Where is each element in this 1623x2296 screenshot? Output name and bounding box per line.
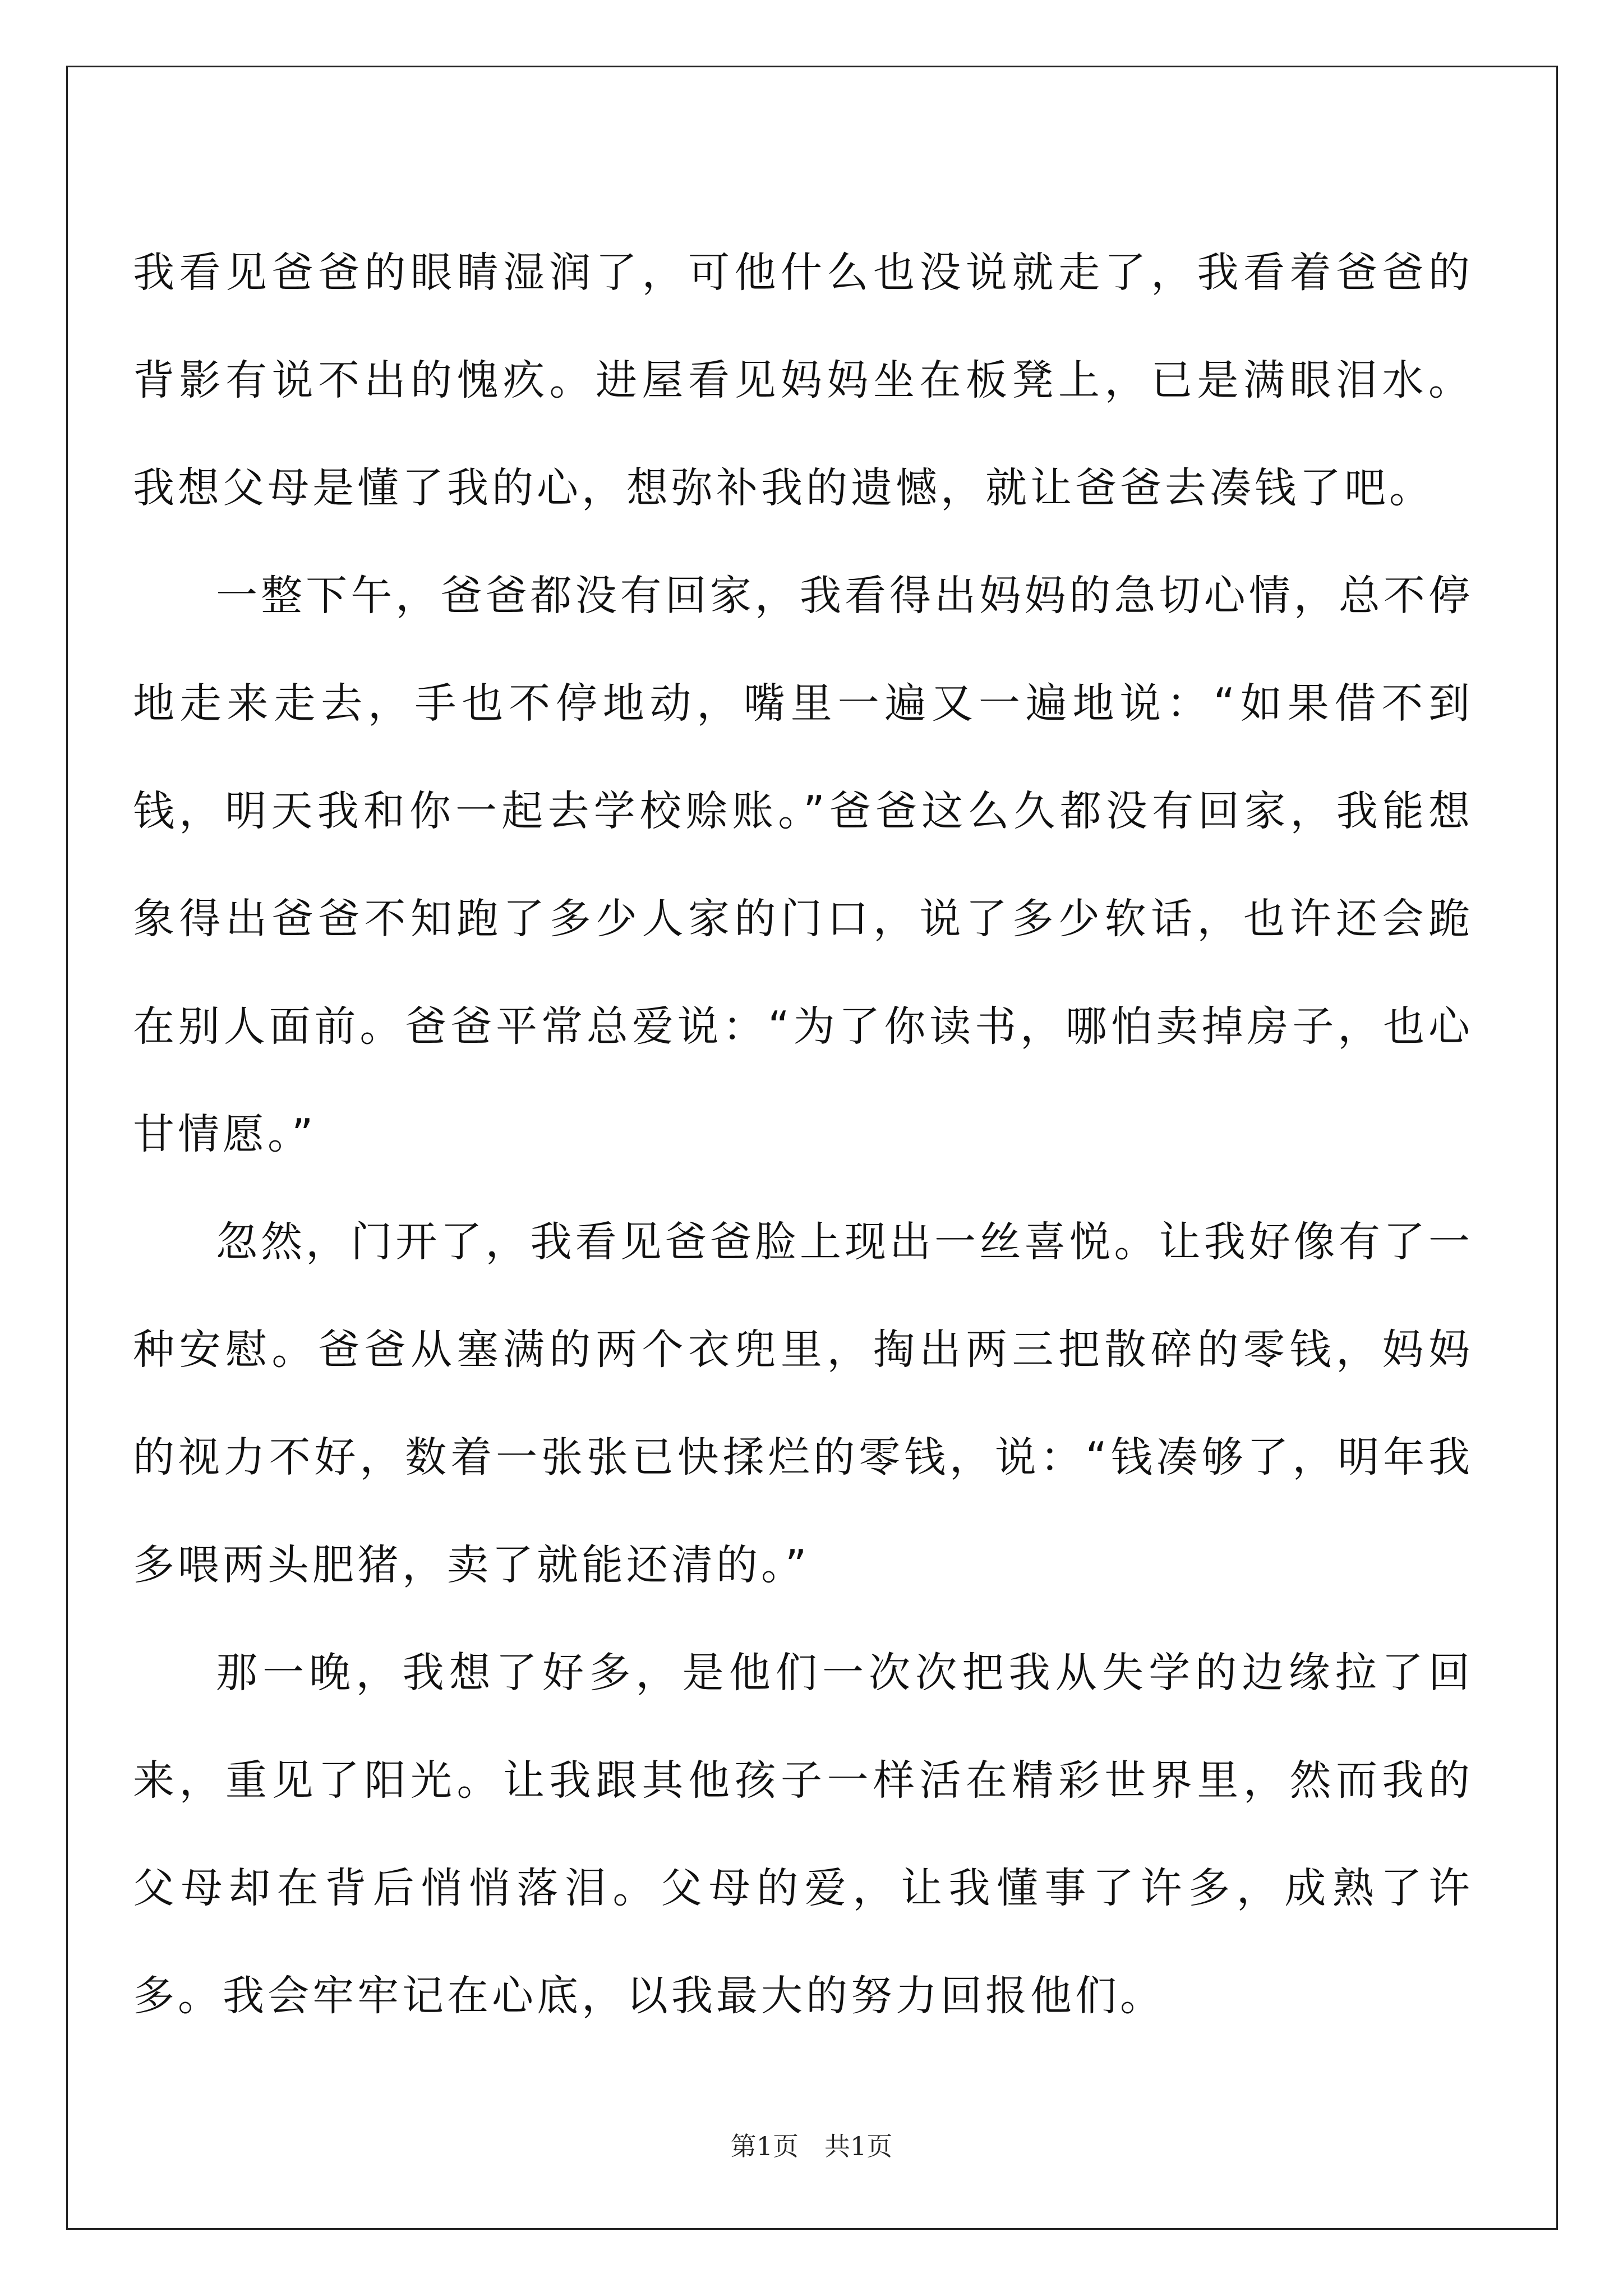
- paragraph-4: 那一晚，我想了好多，是他们一次次把我从失学的边缘拉了回来，重见了阳光。让我跟其他孩子一样活在精彩世界里，然而我的父母却在背后悄悄落泪。父母的爱，让我懂事了许多，成熟了许多。我会牢牢记在心底，以我最大的努力回报他们。: [133, 1649, 1473, 2020]
- page-number-footer: 第1页 共1页: [730, 2131, 893, 2161]
- paragraph-1: 我看见爸爸的眼睛湿润了，可他什么也没说就走了，我看着爸爸的背影有说不出的愧疚。进屋看见妈妈坐在板凳上，已是满眼泪水。我想父母是懂了我的心，想弥补我的遗憾，就让爸爸去凑钱了吧。: [133, 249, 1473, 512]
- document-body: [133, 219, 1473, 2050]
- paragraph-2: 一整下午，爸爸都没有回家，我看得出妈妈的急切心情，总不停地走来走去，手也不停地动，嘴里一遍又一遍地说：“如果借不到钱，明天我和你一起去学校赊账。”爸爸这么久都没有回家，我能想象得出爸爸不知跑了多少人家的门口，说了多少软话，也许还会跪在别人面前。爸爸平常总爱说：“为了你读书，哪怕卖掉房子，也心甘情愿。”: [133, 572, 1473, 1158]
- paragraph-3: 忽然，门开了，我看见爸爸脸上现出一丝喜悦。让我好像有了一种安慰。爸爸从塞满的两个衣兜里，掏出两三把散碎的零钱，妈妈的视力不好，数着一张张已快揉烂的零钱，说：“钱凑够了，明年我多喂两头肥猪，卖了就能还清的。”: [133, 1218, 1473, 1589]
